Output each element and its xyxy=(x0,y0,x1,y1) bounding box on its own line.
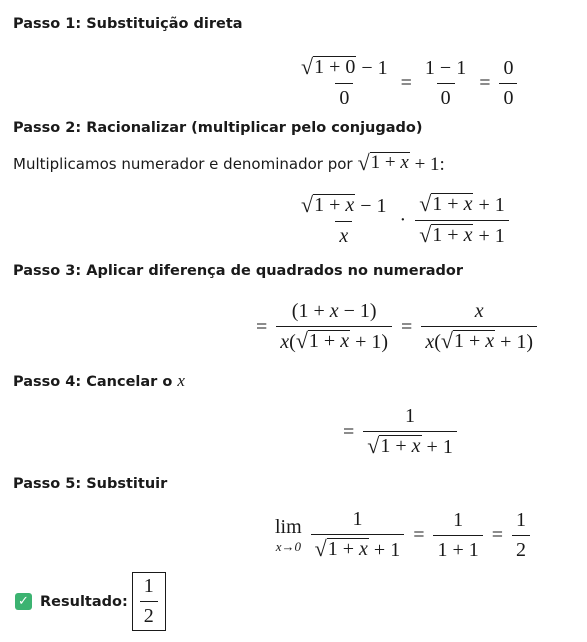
fraction: 1 √ 1 + x + 1 xyxy=(363,405,457,459)
fraction: $\frac{1}{2}$ xyxy=(512,509,530,562)
step-3-heading: Passo 3: Aplicar diferença de quadrados no numerador xyxy=(13,263,464,279)
equation-step-3: = (1 + x − 1) x( √ 1 + x + 1) = x x( √ 1 + x + 1) xyxy=(250,300,540,354)
fraction: $\frac{0}{0}$ xyxy=(499,57,517,110)
step-2-heading: Passo 2: Racionalizar (multiplicar pelo conjugado) xyxy=(13,120,423,136)
step-1-heading: Passo 1: Substituição direta xyxy=(13,16,243,32)
equation-step-4: = 1 √ 1 + x + 1 xyxy=(337,405,460,459)
fraction: $\frac{1}{1 + 1}$ xyxy=(433,509,482,562)
limit-operator: lim x→0 xyxy=(275,515,302,554)
fraction: (1 + x − 1) x( √ 1 + x + 1) xyxy=(276,300,392,354)
equation-step-2: √ 1 + x − 1 x · √ 1 + x + 1 √ 1 + x + 1 xyxy=(294,193,512,248)
fraction: √ 1 + x + 1 √ 1 + x + 1 xyxy=(415,193,509,248)
fraction: x x( √ 1 + x + 1) xyxy=(421,300,537,354)
fraction: 1 √ 1 + x + 1 xyxy=(311,508,405,562)
fraction: √ 1 + 0 − 1 0 xyxy=(301,54,388,109)
conjugate-expression: √ 1 + x + 1: xyxy=(357,150,445,175)
equation-step-1: √ 1 + 0 − 1 0 = $\frac{1 - 1}{0}$ = $\frac{0}{0}$ xyxy=(294,56,520,110)
equation-step-5: lim x→0 1 √ 1 + x + 1 = $\frac{1}{1 + 1}$ = $\frac{1}{2}$ xyxy=(275,508,533,562)
check-mark-icon: ✓ xyxy=(15,593,32,610)
step-5-heading: Passo 5: Substituir xyxy=(13,476,168,492)
fraction: $\frac{1 - 1}{0}$ xyxy=(424,56,467,109)
fraction: √ 1 + x − 1 x xyxy=(301,191,387,247)
multiply-explanation: Multiplicamos numerador e denominador por √ 1 + x + 1: xyxy=(13,150,445,175)
step-4-heading: Passo 4: Cancelar o x xyxy=(13,371,185,390)
result-boxed-value: $\frac{1}{2}$ xyxy=(132,572,166,631)
result-line xyxy=(15,572,166,631)
result-label: Resultado: xyxy=(40,593,128,610)
